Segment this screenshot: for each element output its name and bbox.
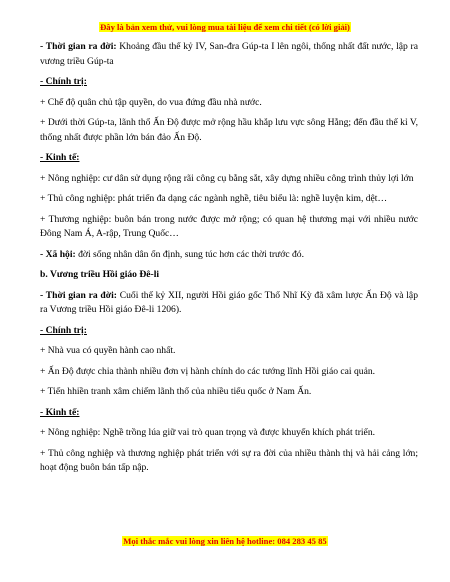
- text-time: Khoảng đầu thế kỷ IV, San-đra Gúp-ta I lên ngôi, thống nhất đất nước, lập ra vương triều Gúp-ta: [40, 41, 418, 67]
- label-society: - Xã hội:: [40, 248, 76, 260]
- text-society: đời sống nhân dân ổn định, sung túc hơn các thời trước đó.: [75, 248, 304, 260]
- label-delhi-time: - Thời gian ra đời:: [40, 289, 117, 301]
- paragraph-politics-2: + Dưới thời Gúp-ta, lãnh thổ Ấn Độ được mở rộng hầu khắp lưu vực sông Hằng; đến đầu thế kỉ V, thống nhất được phần lớn bán đảo Ấn Độ.: [40, 117, 418, 143]
- section-title-delhi: [40, 268, 418, 283]
- paragraph-delhi-economy-2: + Thủ công nghiệp và thương nghiệp phát triển với sự ra đời của nhiều thành thị và hải cảng lớn; hoạt động buôn bán tấp nập.: [40, 447, 418, 473]
- paragraph-delhi-politics-2: + Ấn Độ được chia thành nhiều đơn vị hành chính do các tướng lĩnh Hồi giáo cai quản.: [40, 365, 376, 377]
- heading-politics: [40, 75, 418, 90]
- label-time: - Thời gian ra đời:: [40, 41, 117, 52]
- paragraph-politics-1: + Chế độ quân chủ tập quyền, do vua đứng đầu nhà nước.: [40, 96, 262, 108]
- preview-banner: [0, 22, 450, 32]
- paragraph-society: [40, 248, 418, 263]
- heading-economy-text: - Kinh tế:: [40, 152, 80, 163]
- hotline-banner: [0, 536, 450, 546]
- heading-delhi-economy-text: - Kinh tế:: [40, 406, 80, 418]
- section-title-delhi-text: b. Vương triều Hồi giáo Đê-li: [40, 269, 160, 280]
- paragraph-delhi-economy-1: + Nông nghiệp: Nghề trồng lúa giữ vai trò quan trọng và được khuyến khích phát triển.: [40, 427, 376, 438]
- heading-delhi-politics: [40, 324, 418, 339]
- paragraph-gupta-time: [40, 40, 418, 69]
- heading-delhi-politics-text: - Chính trị:: [40, 324, 87, 336]
- paragraph-economy-1: + Nông nghiệp: cư dân sử dụng rộng rãi công cụ bằng sắt, xây dựng nhiều công trình thủy lợi lớn: [40, 172, 414, 184]
- document-body: [40, 40, 418, 482]
- paragraph-economy-2: + Thủ công nghiệp: phát triển đa dạng các ngành nghề, tiêu biểu là: nghề luyện kim, dệt…: [40, 193, 388, 204]
- paragraph-delhi-politics-1: + Nhà vua có quyền hành cao nhất.: [40, 345, 176, 356]
- paragraph-economy-3: + Thương nghiệp: buôn bán trong nước được mở rộng; có quan hệ thương mại với nhiều nước Đông Nam Á, A-rập, Trung Quốc…: [40, 213, 418, 239]
- text-delhi-time: Cuối thế kỷ XII, người Hồi giáo gốc Thổ Nhĩ Kỳ đã xâm lược Ấn Độ và lập ra Vương triều Hồi giáo Đê-li 1206).: [40, 289, 418, 315]
- preview-banner-text: Đây là bản xem thử, vui lòng mua tài liệu để xem chi tiết (có lời giải): [100, 22, 350, 32]
- paragraph-delhi-politics-3: + Tiến hhiền tranh xâm chiếm lãnh thổ của nhiều tiểu quốc ở Nam Ấn.: [40, 386, 312, 397]
- hotline-banner-text: Mọi thắc mắc vui lòng xin liên hệ hotline: 084 283 45 85: [123, 536, 327, 546]
- heading-delhi-economy: [40, 406, 418, 421]
- heading-economy: [40, 151, 418, 166]
- heading-politics-text: - Chính trị:: [40, 76, 87, 87]
- paragraph-delhi-time: [40, 289, 418, 318]
